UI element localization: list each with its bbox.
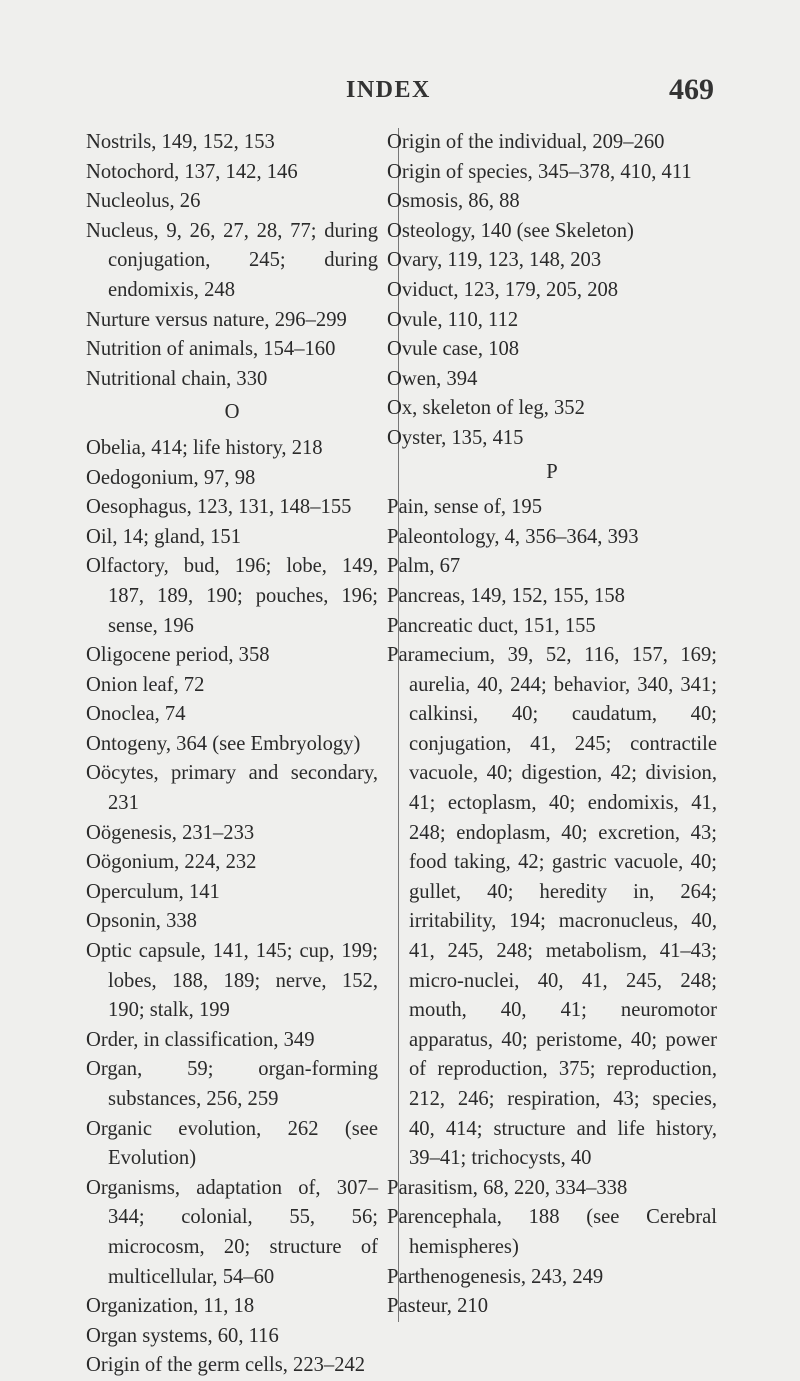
index-entry: Parthenogenesis, 243, 249	[387, 1265, 604, 1288]
section-letter-o: O	[224, 401, 240, 424]
index-entry: Oöcytes, primary and secondary, 231	[86, 762, 378, 815]
index-entry: Nutrition of animals, 154–160	[86, 338, 336, 361]
index-entry: Obelia, 414; life history, 218	[86, 436, 323, 459]
index-entry: Organic evolution, 262 (see Evolution)	[86, 1117, 378, 1170]
index-entry: Pancreatic duct, 151, 155	[387, 614, 596, 637]
index-entry: Nutritional chain, 330	[86, 367, 268, 390]
index-entry: Pasteur, 210	[387, 1295, 488, 1318]
index-entry: Oedogonium, 97, 98	[86, 466, 256, 489]
index-entry: Notochord, 137, 142, 146	[86, 160, 298, 183]
index-entry: Oil, 14; gland, 151	[86, 525, 242, 548]
index-entry: Osteology, 140 (see Skeleton)	[387, 219, 634, 242]
index-entry: Paramecium, 39, 52, 116, 157, 169; aurelia, 40, 244; behavior, 340, 341; calkinsi, 40; caudatum, 40; conjugation, 41, 245; contractile vacuole, 40; digestion, 42; division, 41; ectoplasm, 40; endomixis, 41, 248; endoplasm, 40; excretion, 43; food taking, 42; gastric vacuole, 40; gullet, 40; heredity in, 264; irritability, 194; macronucleus, 40, 41, 245, 248; metabolism, 41–43; micro-nuclei, 40, 41, 245, 248; mouth, 40, 41; neuromotor apparatus, 40; peristome, 40; power of reproduction, 375; reproduction, 212, 246; respiration, 43; species, 40, 414; structure and life history, 39–41; trichocysts, 40	[387, 644, 717, 1170]
index-entry: Palm, 67	[387, 555, 461, 578]
index-entry: Olfactory, bud, 196; lobe, 149, 187, 189, 190; pouches, 196; sense, 196	[86, 555, 378, 637]
index-entry: Optic capsule, 141, 145; cup, 199; lobes, 188, 189; nerve, 152, 190; stalk, 199	[86, 940, 378, 1022]
index-entry: Owen, 394	[387, 367, 478, 390]
index-entry: Nucleus, 9, 26, 27, 28, 77; during conjugation, 245; during endomixis, 248	[86, 219, 378, 301]
index-entry: Pain, sense of, 195	[387, 496, 543, 519]
index-entry: Parasitism, 68, 220, 334–338	[387, 1176, 628, 1199]
index-entry: Organisms, adaptation of, 307–344; colonial, 55, 56; microcosm, 20; structure of multicellular, 54–60	[86, 1176, 378, 1288]
running-title: INDEX	[346, 77, 431, 103]
index-entry: Origin of the germ cells, 223–242	[86, 1354, 366, 1377]
index-entry: Opsonin, 338	[86, 910, 197, 933]
index-entry: Organ, 59; organ-forming substances, 256, 259	[86, 1058, 378, 1110]
index-entry: Onoclea, 74	[86, 703, 186, 726]
index-entry: Oligocene period, 358	[86, 644, 270, 667]
index-entry: Onion leaf, 72	[86, 673, 205, 696]
index-entry: Origin of the individual, 209–260	[387, 131, 665, 153]
index-entry: Ontogeny, 364 (see Embryology)	[86, 732, 361, 755]
index-entry: Ovule case, 108	[387, 338, 520, 361]
index-entry: Organ systems, 60, 116	[86, 1324, 279, 1347]
index-entry: Osmosis, 86, 88	[387, 190, 520, 213]
index-entry: Ox, skeleton of leg, 352	[387, 397, 585, 420]
index-entry: Ovule, 110, 112	[387, 308, 519, 331]
index-entry: Paleontology, 4, 356–364, 393	[387, 525, 639, 548]
section-letter-p: P	[546, 460, 558, 483]
index-entry: Operculum, 141	[86, 880, 220, 903]
index-entry: Oyster, 135, 415	[387, 426, 524, 449]
index-entry: Ovary, 119, 123, 148, 203	[387, 249, 602, 272]
index-entry: Oögenesis, 231–233	[86, 821, 255, 844]
index-entry: Oesophagus, 123, 131, 148–155	[86, 496, 352, 519]
index-entry: Origin of species, 345–378, 410, 411	[387, 160, 692, 183]
index-entry: Nostrils, 149, 152, 153	[86, 131, 275, 153]
page-number: 469	[669, 73, 714, 106]
left-column	[86, 128, 378, 1381]
index-entry: Nurture versus nature, 296–299	[86, 308, 347, 331]
index-entry: Oviduct, 123, 179, 205, 208	[387, 278, 619, 301]
right-column	[387, 128, 717, 1322]
index-entry: Parencephala, 188 (see Cerebral hemispheres)	[387, 1206, 717, 1258]
page-header	[0, 73, 800, 113]
index-entry: Oögonium, 224, 232	[86, 851, 257, 874]
index-entry: Pancreas, 149, 152, 155, 158	[387, 584, 625, 607]
index-entry: Organization, 11, 18	[86, 1295, 255, 1318]
index-entry: Order, in classification, 349	[86, 1028, 315, 1051]
index-entry: Nucleolus, 26	[86, 190, 201, 213]
